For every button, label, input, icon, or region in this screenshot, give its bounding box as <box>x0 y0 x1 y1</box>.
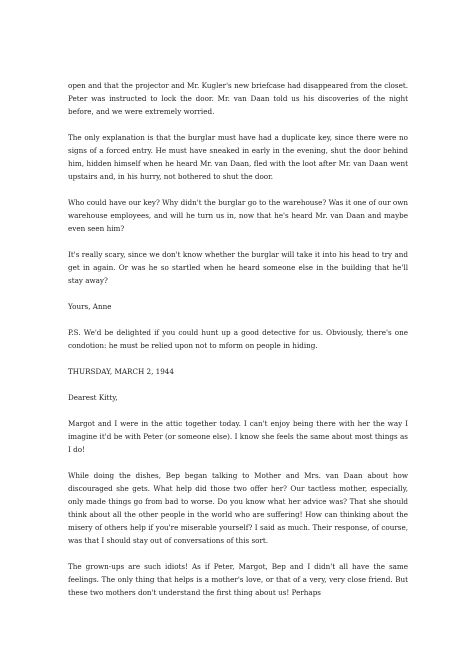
postscript: P.S. We'd be delighted if you could hunt up a good detective for us. Obviously, there's one condotion: he must be relied upon not to mform on people in hiding. <box>68 328 408 350</box>
paragraph-1: open and that the projector and Mr. Kugler's new briefcase had disappeared from the closet. Peter was instructed to lock the door. Mr. van Daan told us his discoveries of the night before, and we were extremely worried. <box>68 81 408 116</box>
salutation: Dearest Kitty, <box>68 393 118 402</box>
paragraph-7: The grown-ups are such idiots! As if Peter, Margot, Bep and I didn't all have the same feelings. The only thing that helps is a mother's love, or that of a very, very close friend. But these two mothers don't understand the first thing about us! Perhaps <box>68 562 408 597</box>
paragraph-3: Who could have our key? Why didn't the burglar go to the warehouse? Was it one of our own warehouse employees, and will he turn us in, now that he's heard Mr. van Daan and maybe even seen him? <box>68 198 408 233</box>
paragraph-2: The only explanation is that the burglar must have had a duplicate key, since there were no signs of a forced entry. He must have sneaked in early in the evening, shut the door behind him, hidden himself when he heard Mr. van Daan, fled with the loot after Mr. van Daan went upstairs and, in his hurry, not bothered to shut the door. <box>68 133 408 181</box>
date-heading: THURSDAY, MARCH 2, 1944 <box>68 367 174 376</box>
paragraph-4: It's really scary, since we don't know whether the burglar will take it into his head to try and get in again. Or was he so startled when he heard someone else in the building that he'll stay away? <box>68 250 408 285</box>
paragraph-6: While doing the dishes, Bep began talking to Mother and Mrs. van Daan about how discouraged she gets. What help did those two offer her? Our tactless mother, especially, only made things go from bad to worse. Do you know what her advice was? That she should think about all the other people in the world who are suffering! How can thinking about the misery of others help if you're miserable yourself? I said as much. Their response, of course, was that I should stay out of conversations of this sort. <box>68 471 408 545</box>
paragraph-5: Margot and I were in the attic together today. I can't enjoy being there with her the way I imagine it'd be with Peter (or someone else). I know she feels the same about most things as I do! <box>68 419 408 454</box>
signature-line: Yours, Anne <box>68 302 112 311</box>
page-body <box>68 79 408 612</box>
